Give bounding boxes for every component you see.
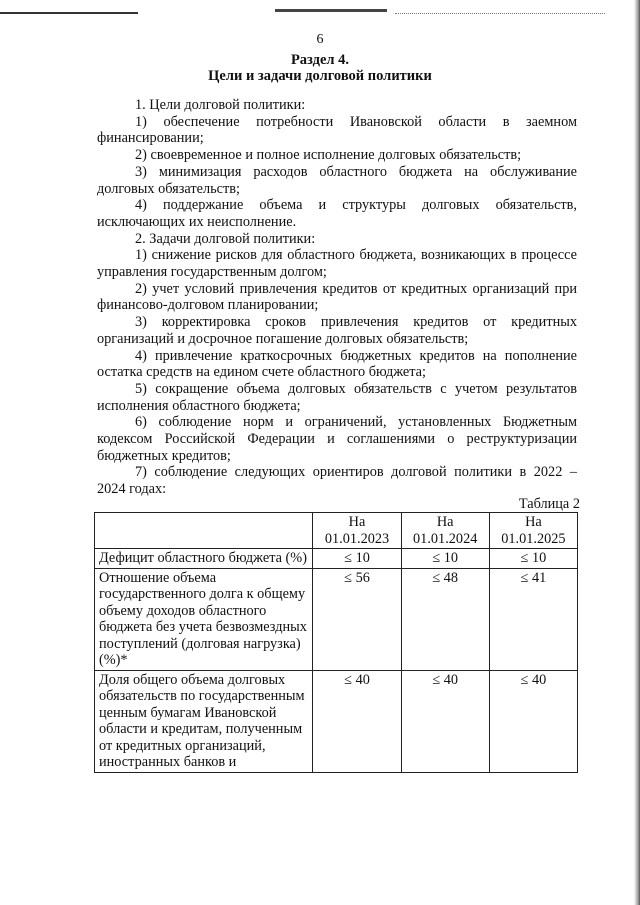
section-title: Раздел 4. — [290, 52, 350, 68]
paragraph: 3) минимизация расходов областного бюджета на обслуживание долговых обязательств; — [97, 163, 577, 197]
paragraph: 1. Цели долговой политики: — [135, 97, 306, 113]
debt-targets-table — [94, 512, 578, 773]
header-date-cell — [401, 513, 489, 549]
paragraph: 2) учет условий привлечения кредитов от кредитных организаций при финансово-долговом планировании; — [97, 280, 577, 314]
paragraph: 7) соблюдение следующих ориентиров долговой политики в 2022 – 2024 годах: — [97, 464, 577, 498]
section-subtitle: Цели и задачи долговой политики — [208, 68, 432, 84]
paragraph: 3) корректировка сроков привлечения кредитов от кредитных организаций и досрочное погашение долговых обязательств; — [97, 314, 577, 347]
table-row — [95, 670, 578, 772]
row-value: ≤ 10 — [401, 549, 489, 569]
header-prefix: На — [436, 514, 454, 530]
paragraph: 4) привлечение краткосрочных бюджетных кредитов на пополнение остатка средств на едином счете областного бюджета; — [97, 347, 577, 381]
header-date: 01.01.2023 — [324, 530, 390, 547]
header-empty-cell — [95, 513, 313, 549]
header-date-cell — [313, 513, 401, 549]
row-value: ≤ 40 — [313, 670, 401, 772]
paragraph: 5) сокращение объема долговых обязательств с учетом результатов исполнения областного бюджета; — [97, 380, 577, 414]
row-value: ≤ 41 — [489, 568, 577, 670]
row-value: ≤ 40 — [489, 670, 577, 772]
table-row — [95, 568, 578, 670]
scan-mark-left — [0, 12, 138, 14]
table-header-row — [95, 513, 578, 549]
paragraph: 1) снижение рисков для областного бюджета, возникающих в процессе управления государственным долгом; — [97, 247, 577, 281]
row-value: ≤ 56 — [313, 568, 401, 670]
scan-mark-right — [395, 13, 605, 14]
scan-artifact-top — [0, 8, 640, 18]
header-date-cell — [489, 513, 577, 549]
paragraph: 2. Задачи долговой политики: — [135, 230, 316, 247]
row-value: ≤ 40 — [401, 670, 489, 772]
row-label: Доля общего объема долговых обязательств по государственным ценным бумагам Ивановской области и кредитам, полученным от кредитных организаций, иностранных банков и — [95, 670, 313, 772]
paragraph: 1) обеспечение потребности Ивановской области в заемном финансировании; — [97, 113, 577, 147]
paragraph: 4) поддержание объема и структуры долговых обязательств, исключающих их неисполнение. — [97, 197, 577, 230]
row-label: Дефицит областного бюджета (%) — [95, 549, 313, 569]
header-date: 01.01.2024 — [413, 530, 478, 547]
page-number: 6 — [316, 32, 324, 47]
row-value: ≤ 48 — [401, 568, 489, 670]
scan-mark-center — [275, 9, 387, 12]
table-row — [95, 549, 578, 569]
header-date: 01.01.2025 — [501, 530, 566, 547]
paragraph: 6) соблюдение норм и ограничений, установленных Бюджетным кодексом Российской Федерации и соглашениями о реструктуризации бюджетных кредитов; — [97, 414, 577, 464]
row-value: ≤ 10 — [313, 549, 401, 569]
header-prefix: На — [348, 514, 366, 530]
row-label: Отношение объема государственного долга к общему объему доходов областного бюджета без учета безвозмездных поступлений (долговая нагрузка) (%)* — [95, 568, 313, 670]
body-text — [97, 97, 577, 498]
scan-edge-shadow — [634, 0, 640, 905]
header-prefix: На — [525, 514, 542, 530]
row-value: ≤ 10 — [489, 549, 577, 569]
table-caption: Таблица 2 — [518, 496, 580, 512]
paragraph: 2) своевременное и полное исполнение долговых обязательств; — [135, 147, 522, 164]
